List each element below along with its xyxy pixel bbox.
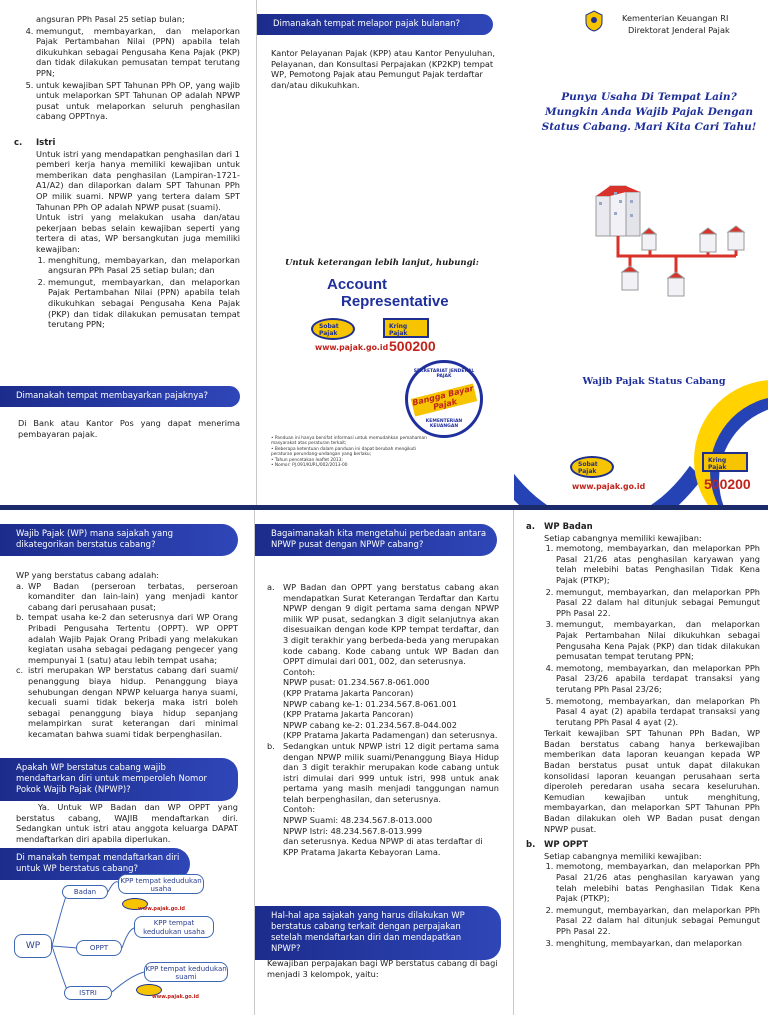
example-line: dan seterusnya. Kedua NPWP di atas terdaftar di KPP Pratama Jakarta Kebayoran Lama. — [283, 836, 483, 857]
branch-buildings-illustration — [590, 178, 750, 308]
diagram-branch-oppt: OPPT — [76, 940, 122, 956]
website-link[interactable]: www.pajak.go.id — [315, 343, 389, 352]
wp-oppt-item: 3. menghitung, membayarkan, dan melaporkan — [556, 938, 760, 949]
example-line: NPWP pusat: 01.234.567.8-061.000 — [283, 677, 430, 688]
kemenkeu-emblem-icon — [584, 10, 604, 32]
answer-obligations-intro: Kewajiban perpajakan bagi WP berstatus cabang di bagi menjadi 3 kelompok, yaitu: — [267, 958, 498, 979]
top-column-1 — [0, 0, 256, 505]
bottom-column-3 — [514, 510, 768, 1015]
answer-npwp-istri: Sedangkan untuk NPWP istri 12 digit pertama sama dengan NPWP milik suami/Penanggung Biaya Hidup dan 3 digit terakhir merupakan kode cabang untuk istri dimulai dari 999 untuk istri, 998 untuk anak pertama yang masih menjadi tanggungan namun telah berpenghasilan, dan seterusnya. — [283, 740, 499, 804]
question-bar-where-register: Di manakah tempat mendaftarkan diri untuk WP berstatus cabang? — [0, 848, 190, 880]
example-line: NPWP cabang ke-1: 01.234.567.8-061.001 — [283, 698, 457, 709]
diagram-target-badan: KPP tempat kedudukan usaha — [118, 874, 204, 894]
account-representative-logo: Account Representative — [327, 276, 449, 310]
info-heading: Untuk keterangan lebih lanjut, hubungi: — [285, 258, 479, 268]
answer-item: c. istri merupakan WP berstatus cabang dari suami/ penanggung biaya hidup. Penanggung biaya sehubungan dengan NPWP keluarga hanya suami, kecuali suami tidak bekerja maka istri boleh sebagai penanggung biaya hidup sepanjang melampirkan surat keterangan dari minimal kecamatan bahwa suami tidak berpenghasilan. — [16, 665, 238, 739]
example-line: (KPP Pratama Jakarta Padamengan) dan seterusnya. — [283, 730, 498, 741]
wp-oppt-item: 2. memungut, membayarkan, dan melaporkan PPh Pasal 22 dalam hal ditunjuk sebagai Pemungut PPh Pasal 22. — [556, 905, 760, 937]
wp-oppt-intro: Setiap cabangnya memiliki kewajiban: — [544, 850, 702, 861]
example-line: (KPP Pratama Jakarta Pancoran) — [283, 687, 414, 698]
answer-item: a. WP Badan (perseroan terbatas, perseroan komanditer dan lain-lain) yang menjadi kantor cabang dari perusahaan pusat; — [16, 580, 238, 612]
question-bar-npwp-difference: Bagaimanakah kita mengetahui perbedaan antara NPWP pusat dengan NPWP cabang? — [255, 524, 497, 556]
example-line: Contoh: — [283, 666, 316, 677]
footnote: • Panduan ini hanya bersifat informasi untuk memudahkan pemahaman masyarakat atas peraturan terkait; — [271, 436, 427, 447]
answer-npwp-difference: a. WP Badan dan OPPT yang berstatus cabang akan mendapatkan Surat Keterangan Terdaftar dan Kartu NPWP dengan 9 digit pertama sama dengan NPWP milik WP pusat, sedangkan 3 digit selanjutnya akan disesuaikan dengan kode KPP tempat terdaftar, dan 3 digit terakhir yang berbeda-beda yang merupakan kode cabang. Kode cabang untuk WP Badan dan OPPT dimulai dari 001, 002, dan seterusnya. Contoh: NPWP pusat: 01.234.567.8-061.000 (KPP Pratama Jakarta Pancoran) NPWP cabang ke-1: 01.234.567.8-061.001 (KPP Pratama Jakarta Pancoran) NPWP cabang ke-2: 01.234.567.8-044.002 (KPP Pratama Jakarta Padamengan) dan seterusnya. b. Sedangkan untuk NPWP istri 12 digit pertama sama dengan NPWP milik suami/Penanggung Biaya Hidup dan 3 digit terakhir merupakan kode cabang untuk istri dimulai dari 999 untuk istri, 998 untuk anak pertama yang masih menjadi tanggungan namun telah berpenghasilan, dan seterusnya. Contoh: NPWP Suami: 48.234.567.8-013.000 NPWP Istri: 48.234.567.8-013.999 dan seterusnya. Kedua NPWP di atas terdaftar di KPP Pratama Jakarta Kebayoran Lama. — [267, 582, 499, 857]
wp-oppt-title: WP OPPT — [544, 840, 589, 851]
leaflet-inner-side — [0, 510, 768, 1015]
continued-item: 4. memungut, membayarkan, dan melaporkan Pajak Pertambahan Nilai (PPN) apabila telah dikukuhkan sebagai Pengusaha Kena Pajak (PKP) dan tidak dilakukan pemusatan tempat terutang PPN; — [36, 26, 240, 79]
leaflet-outer-side — [0, 0, 768, 505]
answer-report: Kantor Pelayanan Pajak (KPP) atau Kantor Penyuluhan, Pelayanan, dan Konsultasi Perpajakan (KP2KP) tempat WP, Pemotong Pajak atau Pemungut Pajak terdaftar dan/atau dikukuhkan. — [271, 48, 495, 90]
diagram-url: www.pajak.go.id — [138, 906, 185, 912]
continued-item: 5. untuk kewajiban SPT Tahunan PPh OP, yang wajib untuk melaporkan SPT Tahunan OP adalah NPWP pusat untuk melaporkan seluruh penghasilan cabang OPPTnya. — [36, 80, 240, 122]
cover-kring-pajak-logo: Kring Pajak — [702, 452, 748, 476]
footnote: • Beberapa ketentuan dalam panduan ini dapat berubah mengikuti peraturan perundang-undangan yang berlaku; — [271, 446, 417, 458]
wp-badan-item: 1. memotong, membayarkan, dan melaporkan PPh Pasal 21/26 atas penghasilan karyawan yang telah melebihi batas Penghasilan Tidak Kena Pajak (PTKP); — [556, 543, 760, 585]
footnote: • Tahun pencetakan leaflet 2013; — [271, 457, 343, 463]
cover-website-link[interactable]: www.pajak.go.id — [572, 482, 646, 491]
wp-oppt-item: 1. memotong, membayarkan, dan melaporkan PPh Pasal 21/26 atas penghasilan karyawan yang telah melebihi batas Penghasilan Tidak Kena Pajak (PTKP); — [556, 861, 760, 903]
continued-obligations — [18, 14, 240, 123]
answer-intro: WP yang berstatus cabang adalah: — [16, 570, 160, 580]
question-bar-pay: Dimanakah tempat membayarkan pajaknya? — [0, 386, 240, 407]
example-line: NPWP cabang ke-2: 01.234.567.8-044.002 — [283, 719, 457, 730]
answer-register: Ya. Untuk WP Badan dan WP OPPT yang berstatus cabang, WAJIB mendaftarkan diri. Sedangkan untuk istri atau anggota keluarga DAPAT mendaftarkan diri apabila diperlukan. — [16, 802, 238, 844]
answer-item: b. tempat usaha ke-2 dan seterusnya dari WP Orang Pribadi Pengusaha Tertentu (OPPT). WP OPPT adalah Wajib Pajak Orang Pribadi yang melakukan kegiatan usaha sebagai pedagang pengecer yang mempunyai 1 (satu) atau lebih tempat usaha; — [16, 612, 238, 665]
wp-badan-item: 3. memungut, membayarkan, dan melaporkan Pajak Pertambahan Nilai dikukuhkan sebagai Pengusaha Kena Pajak (PKP) dan tidak dilakukan pemusatan tempat terutang PPN; — [556, 619, 760, 661]
answer-npwp-badan: WP Badan dan OPPT yang berstatus cabang akan mendapatkan Surat Keterangan Terdaftar dan Kartu NPWP dengan 9 digit pertama sama dengan NPWP milik WP pusat, sedangkan 3 digit selanjutnya akan disesuaikan dengan kode KPP tempat terdaftar, dan 3 digit terakhir yang berbeda-beda yang merupakan kode cabang. Kode cabang untuk WP Badan dan OPPT dimulai dari 001, 002, dan seterusnya. — [283, 582, 499, 667]
wp-badan-marker: a. — [526, 522, 535, 532]
wp-badan-item: 5. memotong, membayarkan, dan melaporkan Ph Pasal 4 ayat (2) apabila terdapat transaksi yang terutang PPh Pasal 4 ayat (2). — [556, 696, 760, 728]
example-line: (KPP Pratama Jakarta Pancoran) — [283, 709, 414, 720]
diagram-root: WP — [14, 934, 52, 958]
istri-item: 2. memungut, membayarkan, dan melaporkan Pajak Pertambahan Nilai (PPN) apabila telah dikukuhkan sebagai Pengusaha Kena Pajak (PKP) dan tidak dilakukan pemusatan tempat terutang PPN; — [48, 277, 240, 330]
example-line: NPWP Istri: 48.234.567.8-013.999 — [283, 825, 423, 836]
bangga-bayar-pajak-stamp: SEKRETARIAT JENDERAL PAJAK Bangga Bayar Pajak KEMENTERIAN KEUANGAN — [405, 360, 483, 438]
question-bar-report: Dimanakah tempat melapor pajak bulanan? — [257, 14, 493, 35]
example-line: NPWP Suami: 48.234.567.8-013.000 — [283, 815, 433, 826]
cover-sobat-pajak-logo: Sobat Pajak — [570, 456, 614, 482]
obligations-detail — [526, 522, 760, 949]
kring-number: 500200 — [389, 338, 436, 354]
wp-oppt-marker: b. — [526, 840, 536, 851]
question-bar-obligations: Hal-hal apa sajakah yang harus dilakukan WP berstatus cabang terkait dengan perpajakan setelah mendaftarkan diri dan mendapatkan NPWP? — [255, 906, 501, 960]
cover-headline: Punya Usaha Di Tempat Lain? Mungkin Anda Wajib Pajak Dengan Status Cabang. Mari Kita Cari Tahu! — [541, 91, 757, 133]
istri-marker: c. — [14, 138, 23, 148]
diagram-branch-istri: ISTRI — [64, 986, 112, 1000]
wp-badan-title: WP Badan — [544, 522, 593, 532]
registration-diagram — [10, 876, 240, 1012]
diagram-url: www.pajak.go.id — [152, 994, 199, 1000]
top-column-2 — [257, 0, 513, 505]
cover-subtitle: Wajib Pajak Status Cabang — [582, 376, 726, 387]
question-bar-branch-category: Wajib Pajak (WP) mana sajakah yang dikategorikan berstatus cabang? — [0, 524, 238, 556]
footnotes — [271, 436, 431, 468]
istri-paragraph-1: Untuk istri yang mendapatkan penghasilan dari 1 pemberi kerja hanya memiliki kewajiban untuk memberikan data penghasilan (Lampiran-1721-A1/A2) dan dilaporkan dalam SPT Tahunan PPh OP milik suami. NPWP yang tertera dalam SPT Tahunan PPh OP adalah NPWP pusat (suami). — [36, 148, 240, 212]
ministry-name: Kementerian Keuangan RI Direktorat Jenderal Pajak — [622, 13, 730, 35]
diagram-target-istri: KPP tempat kedudukan suami — [144, 962, 228, 982]
answer-pay: Di Bank atau Kantor Pos yang dapat menerima pembayaran pajak. — [18, 418, 240, 439]
kring-pajak-logo: Kring Pajak — [383, 318, 429, 342]
wp-badan-item: 2. memungut, membayarkan, dan melaporkan PPh Pasal 22 dalam hal ditunjuk sebagai Pemungut PPh Pasal 22. — [556, 587, 760, 619]
diagram-branch-badan: Badan — [62, 885, 108, 899]
footnote: • Nomor: PJ.091/KUP.L/002/2013-00 — [271, 463, 348, 469]
istri-item: 1. menghitung, membayarkan, dan melaporkan angsuran PPh Pasal 25 setiap bulan; dan — [48, 255, 240, 276]
continued-item: angsuran PPh Pasal 25 setiap bulan; — [36, 14, 185, 24]
sobat-pajak-logo: Sobat Pajak — [311, 318, 355, 344]
bottom-column-1 — [0, 510, 254, 1015]
example-line: Contoh: — [283, 804, 316, 815]
istri-paragraph-2: Untuk istri yang melakukan usaha dan/atau pekerjaan bebas selain kewajiban seperti yang tertera di atas, WP bersangkutan juga memiliki kewajiban: — [36, 212, 240, 254]
istri-title: Istri — [36, 138, 56, 148]
cover-kring-number: 500200 — [704, 476, 751, 492]
wp-badan-paragraph: Terkait kewajiban SPT Tahunan PPh Badan, WP Badan berstatus cabang hanya berkewajiban memberikan data laporan keuangan kepada WP Badan berstatus pusat untuk dapat dilakukan konsolidasi laporan keuangan perusahaan serta diperoleh peredaran usaha secara keseluruhan. Kemudian kewajiban untuk menghitung, membayarkan, dan melaporkan SPT Tahunan PPh Badan dilakukan oleh WP Badan pusat dengan NPWP pusat. — [544, 728, 760, 834]
istri-section — [14, 138, 240, 331]
answer-branch-category — [16, 570, 238, 740]
bottom-column-2 — [255, 510, 513, 1015]
cover-panel — [514, 0, 768, 505]
diagram-target-oppt: KPP tempat kedudukan usaha — [134, 916, 214, 938]
wp-badan-item: 4. memotong, membayarkan, dan melaporkan PPh Pasal 23/26 apabila terdapat transaksi yang terutang PPh Pasal 23/26; — [556, 663, 760, 695]
wp-badan-intro: Setiap cabangnya memiliki kewajiban: — [544, 532, 702, 543]
question-bar-register: Apakah WP berstatus cabang wajib mendaftarkan diri untuk memperoleh Nomor Pokok Wajib Pajak (NPWP)? — [0, 758, 238, 801]
